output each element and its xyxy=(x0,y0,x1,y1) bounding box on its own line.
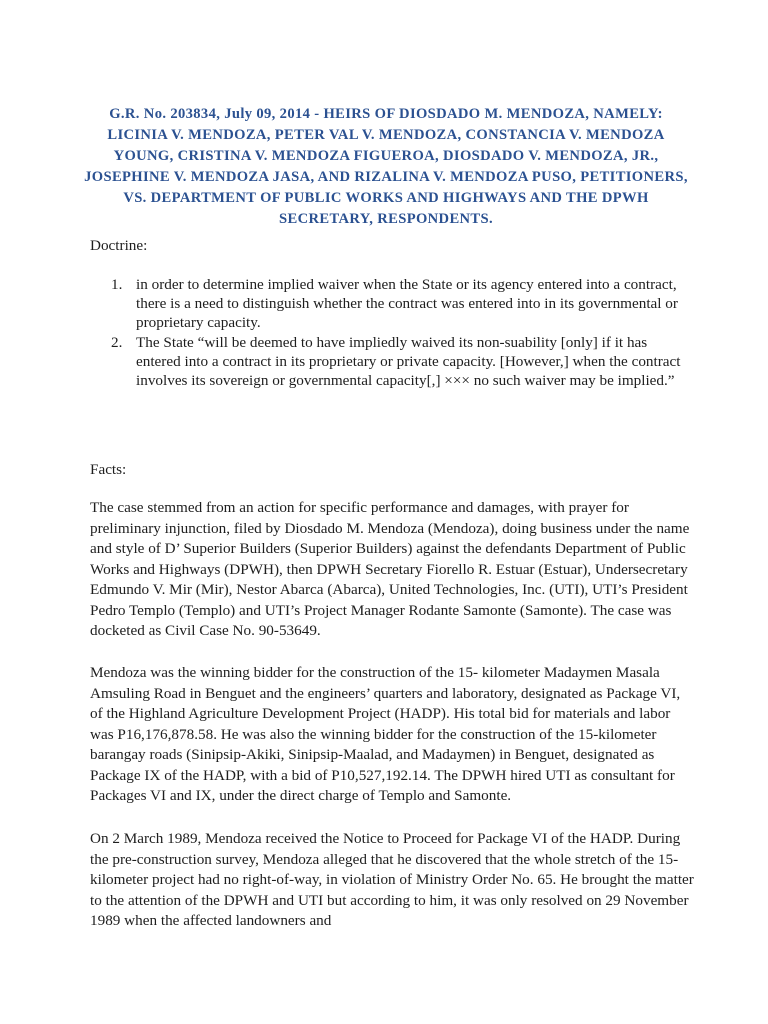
case-title: G.R. No. 203834, July 09, 2014 - HEIRS OF DIOSDADO M. MENDOZA, NAMELY: LICINIA V. MENDOZA, PETER VAL V. MENDOZA, CONSTANCIA V. MENDOZA YOUNG, CRISTINA V. MENDOZA FIGUEROA, DIOSDADO V. MENDOZA, JR., JOSEPHINE V. MENDOZA JASA, AND RIZALINA V. MENDOZA PUSO, PETITIONERS, VS. DEPARTMENT OF PUBLIC WORKS AND HIGHWAYS AND THE DPWH SECRETARY, RESPONDENTS. xyxy=(84,106,688,227)
doctrine-list xyxy=(90,275,690,390)
doctrine-item-text: The State “will be deemed to have impliedly waived its non-suability [only] if it has entered into a contract in its proprietary or private capacity. [However,] when the contract involves its sovereign or governmental capacity[,] ××× no such waiver may be implied.” xyxy=(136,333,681,390)
facts-paragraph: On 2 March 1989, Mendoza received the Notice to Proceed for Package VI of the HADP. During the pre-construction survey, Mendoza alleged that he discovered that the whole stretch of the 15- kilometer project had no right-of-way, in violation of Ministry Order No. 65. He brought the matter to the attention of the DPWH and UTI but according to him, it was only resolved on 29 November 1989 when the affected landowners and xyxy=(90,830,694,929)
facts-paragraph: The case stemmed from an action for specific performance and damages, with prayer for preliminary injunction, filed by Diosdado M. Mendoza (Mendoza), doing business under the name and style of D’ Superior Builders (Superior Builders) against the defendants Department of Public Works and Highways (DPWH), then DPWH Secretary Fiorello R. Estuar (Estuar), Undersecretary Edmundo V. Mir (Mir), Nestor Abarca (Abarca), United Technologies, Inc. (UTI), UTI’s President Pedro Templo (Templo) and UTI’s Project Manager Rodante Samonte (Samonte). The case was docketed as Civil Case No. 90-53649. xyxy=(90,499,690,639)
doctrine-item-text: in order to determine implied waiver when the State or its agency entered into a contract, there is a need to distinguish whether the contract was entered into in its governmental or proprietary capacity. xyxy=(136,276,678,332)
doctrine-heading: Doctrine: xyxy=(90,237,148,254)
doctrine-item-number: 2. xyxy=(111,333,123,351)
facts-heading: Facts: xyxy=(90,461,127,478)
doctrine-item xyxy=(90,275,690,333)
facts-paragraph: Mendoza was the winning bidder for the construction of the 15- kilometer Madaymen Masala Amsuling Road in Benguet and the engineers’ quarters and laboratory, designated as Package VI, of the Highland Agriculture Development Project (HADP). His total bid for materials and labor was P16,176,878.58. He was also the winning bidder for the construction of the 15-kilometer barangay roads (Sinipsip-Akiki, Sinipsip-Maalad, and Madaymen) in Benguet, designated as Package IX of the HADP, with a bid of P10,527,192.14. The DPWH hired UTI as consultant for Packages VI and IX, under the direct charge of Templo and Samonte. xyxy=(90,664,681,804)
doctrine-item xyxy=(90,333,690,391)
doctrine-item-number: 1. xyxy=(111,276,123,293)
